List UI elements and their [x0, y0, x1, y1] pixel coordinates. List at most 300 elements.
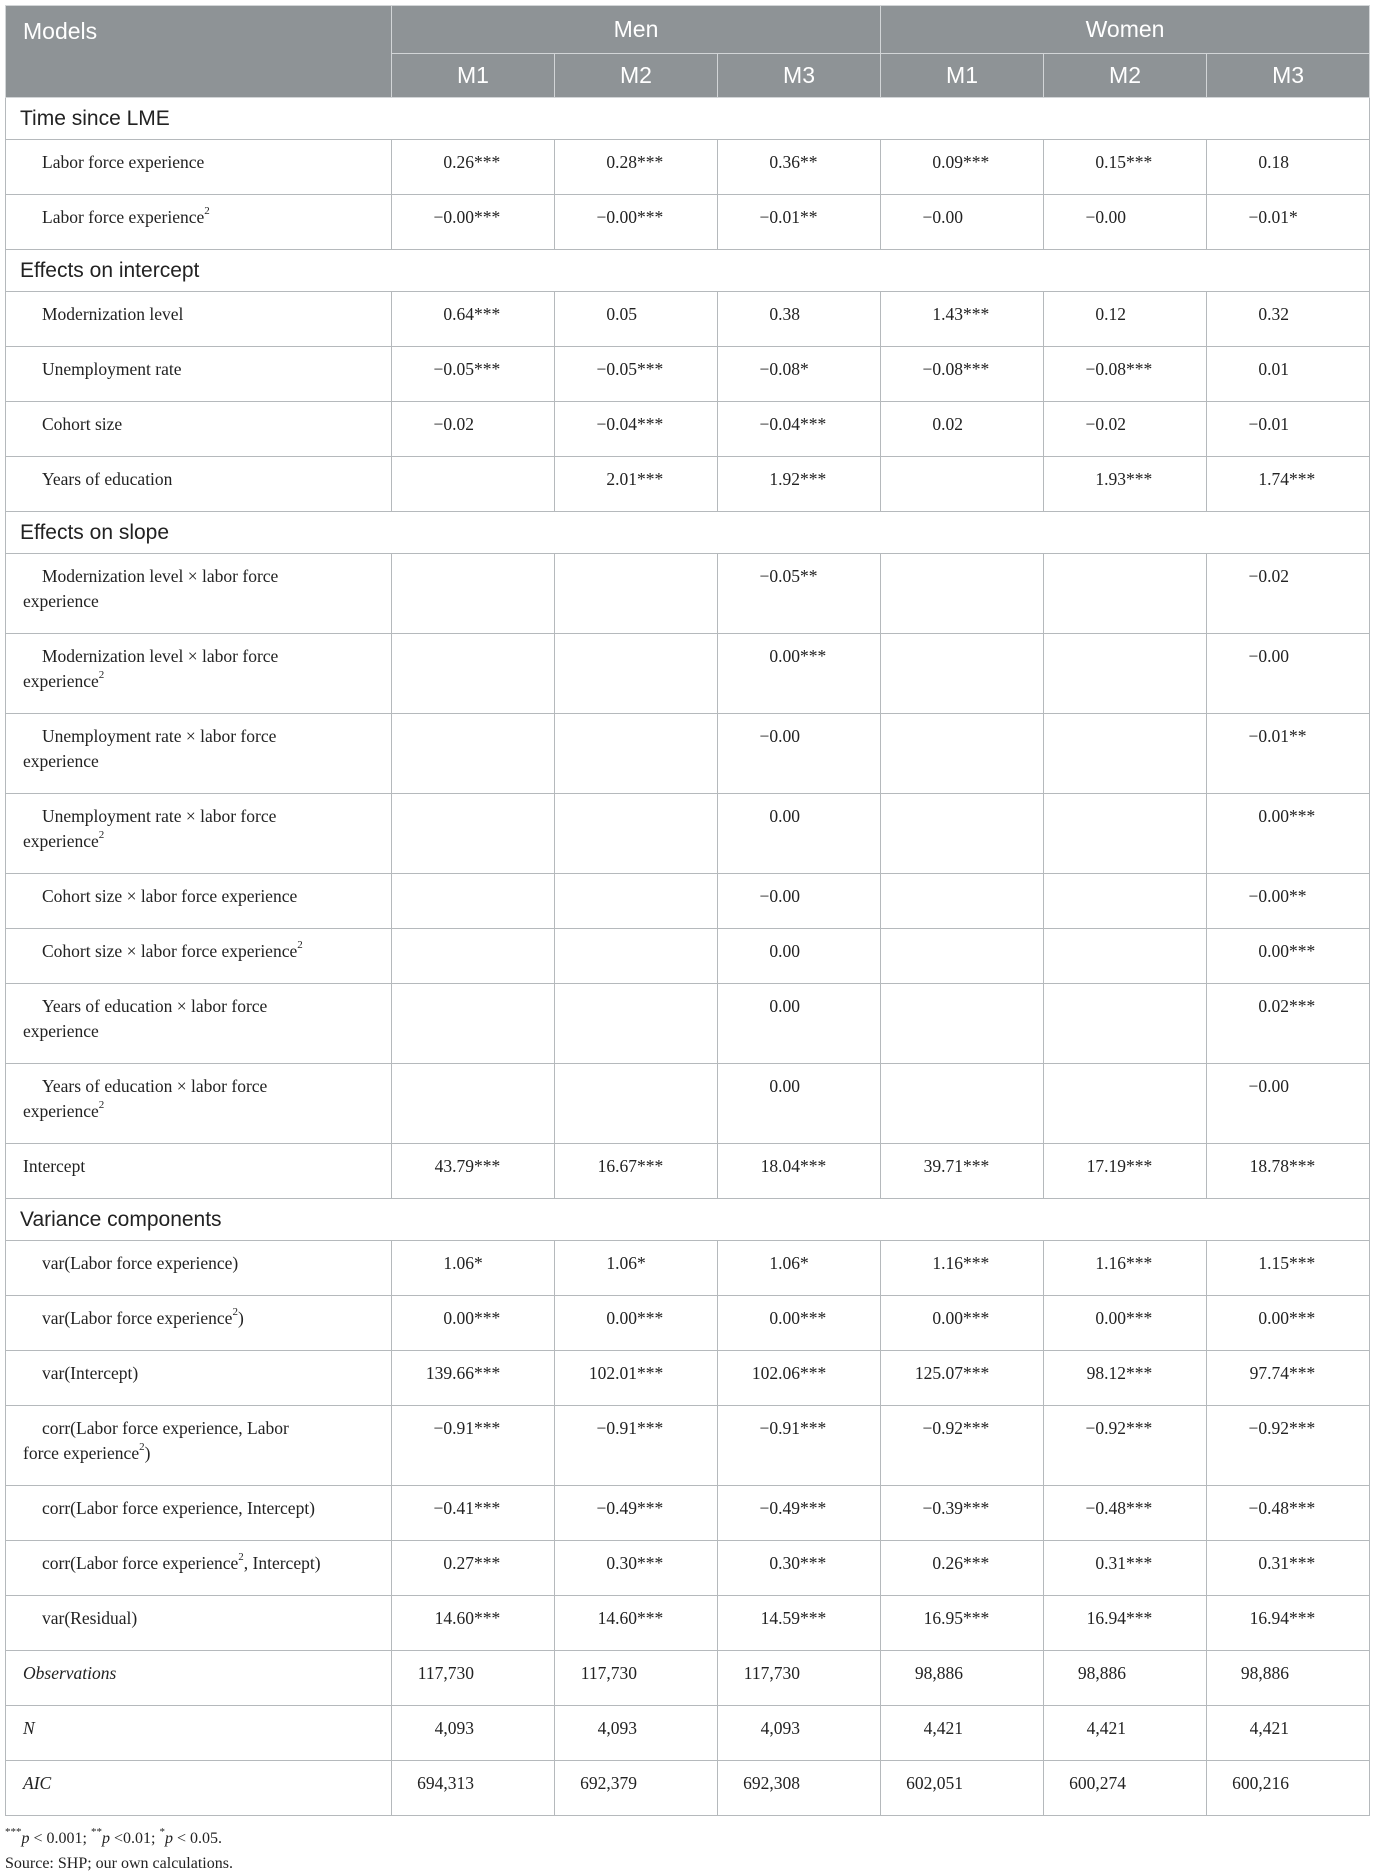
value-cell	[1207, 347, 1370, 402]
value-cell	[881, 457, 1044, 512]
significance-stars: ***	[1289, 1308, 1316, 1328]
value-cell	[555, 554, 718, 634]
row-label	[6, 1706, 392, 1761]
row-label	[6, 1406, 392, 1486]
coefficient: 4,093	[760, 1718, 800, 1738]
significance-stars: *	[800, 1253, 809, 1273]
value-cell	[555, 929, 718, 984]
significance-note: ***p < 0.001; **p <0.01; *p < 0.05.	[5, 1825, 222, 1847]
significance-stars: ***	[800, 1363, 827, 1383]
coefficient: 16.95	[923, 1608, 964, 1628]
coefficient: 4,421	[923, 1718, 964, 1738]
coefficient: 18.78	[1249, 1156, 1290, 1176]
coefficient: −0.41	[433, 1498, 474, 1518]
significance-stars: ***	[474, 1156, 501, 1176]
row-label-text: Labor force experience	[42, 207, 205, 227]
significance-stars: ***	[1126, 1308, 1153, 1328]
value-cell	[1044, 1596, 1207, 1651]
coefficient: 1.06	[769, 1253, 800, 1273]
value-cell	[1207, 195, 1370, 250]
value-cell	[881, 1351, 1044, 1406]
significance-stars: ***	[1289, 1553, 1316, 1573]
significance-stars: ***	[1289, 941, 1316, 961]
row-label	[6, 347, 392, 402]
coefficient: 102.01	[588, 1363, 637, 1383]
value-cell	[555, 1651, 718, 1706]
section-header-row	[6, 98, 1370, 140]
significance-stars: ***	[637, 207, 664, 227]
coefficient: −0.05	[759, 566, 800, 586]
significance-stars: ***	[1126, 1156, 1153, 1176]
value-cell	[392, 1296, 555, 1351]
value-cell	[718, 1241, 881, 1296]
value-cell	[555, 634, 718, 714]
coefficient: −0.04	[759, 414, 800, 434]
coefficient: 0.00	[769, 996, 800, 1016]
row-label	[6, 1241, 392, 1296]
significance-stars: ***	[963, 304, 990, 324]
significance-stars: ***	[1289, 1253, 1316, 1273]
coefficient: 0.00	[769, 1308, 800, 1328]
value-cell	[718, 1596, 881, 1651]
value-cell	[1044, 195, 1207, 250]
coefficient: 117,730	[743, 1663, 800, 1683]
row-label-text: Unemployment rate × labor force	[42, 726, 277, 746]
significance-stars: ***	[800, 1608, 827, 1628]
significance-stars: *	[474, 1253, 483, 1273]
significance-stars: **	[800, 207, 818, 227]
value-cell	[392, 1541, 555, 1596]
value-cell	[555, 1241, 718, 1296]
value-cell	[881, 1596, 1044, 1651]
significance-stars: ***	[1126, 359, 1153, 379]
table-row	[6, 347, 1370, 402]
value-cell	[392, 714, 555, 794]
regression-table	[5, 5, 1370, 1816]
table-row	[6, 794, 1370, 874]
significance-stars: *	[637, 1253, 646, 1273]
significance-stars: ***	[474, 1363, 501, 1383]
row-label	[6, 1541, 392, 1596]
coefficient: 4,093	[434, 1718, 474, 1738]
row-label-suffix: )	[144, 1443, 151, 1463]
value-cell	[718, 457, 881, 512]
significance-stars: *	[1289, 207, 1298, 227]
row-label	[6, 714, 392, 794]
significance-stars: ***	[1126, 1608, 1153, 1628]
coefficient: 1.15	[1258, 1253, 1290, 1273]
row-label-text: var(Intercept)	[42, 1363, 139, 1383]
table-row	[6, 929, 1370, 984]
coefficient: 98,886	[1240, 1663, 1290, 1683]
value-cell	[718, 195, 881, 250]
value-cell	[1207, 929, 1370, 984]
value-cell	[718, 634, 881, 714]
coefficient: 0.00	[606, 1308, 637, 1328]
coefficient: 0.31	[1258, 1553, 1290, 1573]
value-cell	[392, 1761, 555, 1816]
source-note: Source: SHP; our own calculations.	[5, 1855, 233, 1872]
value-cell	[881, 1241, 1044, 1296]
significance-stars: ***	[637, 1363, 664, 1383]
row-label-text: Cohort size × labor force experience	[42, 886, 298, 906]
section-title: Effects on intercept	[6, 250, 1370, 292]
value-cell	[1207, 1596, 1370, 1651]
value-cell	[1207, 554, 1370, 634]
table-row	[6, 1596, 1370, 1651]
superscript: 2	[204, 205, 210, 218]
value-cell	[555, 292, 718, 347]
row-label	[6, 1651, 392, 1706]
significance-stars: ***	[1289, 806, 1316, 826]
row-label-text: Years of education × labor force	[42, 996, 268, 1016]
table-notes	[5, 1826, 1369, 1876]
significance-stars: ***	[637, 1608, 664, 1628]
value-cell	[1207, 1706, 1370, 1761]
significance-stars: ***	[1126, 1418, 1153, 1438]
significance-stars: ***	[637, 1156, 664, 1176]
table-row	[6, 1651, 1370, 1706]
coefficient: 0.36	[769, 152, 800, 172]
row-label	[6, 634, 392, 714]
value-cell	[1207, 457, 1370, 512]
table-body	[6, 98, 1370, 1816]
coefficient: 1.16	[1095, 1253, 1127, 1273]
significance-stars: ***	[800, 1418, 827, 1438]
significance-stars: ***	[637, 152, 664, 172]
value-cell	[881, 874, 1044, 929]
coefficient: 0.00	[769, 1076, 800, 1096]
coefficient: 43.79	[434, 1156, 474, 1176]
row-label-continuation: force experience	[23, 1443, 140, 1463]
value-cell	[718, 1486, 881, 1541]
coefficient: 0.00	[1095, 1308, 1127, 1328]
coefficient: −0.04	[596, 414, 637, 434]
value-cell	[1207, 984, 1370, 1064]
coefficient: 139.66	[425, 1363, 474, 1383]
significance-stars: ***	[963, 1553, 990, 1573]
value-cell	[718, 984, 881, 1064]
coefficient: 0.28	[606, 152, 637, 172]
value-cell	[1044, 1144, 1207, 1199]
value-cell	[392, 140, 555, 195]
coefficient: 102.06	[751, 1363, 800, 1383]
value-cell	[1207, 140, 1370, 195]
value-cell	[555, 195, 718, 250]
coefficient: 4,421	[1249, 1718, 1290, 1738]
superscript: 2	[297, 939, 303, 952]
value-cell	[1207, 1406, 1370, 1486]
table-row	[6, 457, 1370, 512]
coefficient: 0.30	[606, 1553, 637, 1573]
row-label-text: Modernization level	[42, 304, 184, 324]
superscript: 2	[98, 1099, 105, 1112]
row-label-text: corr(Labor force experience, Labor	[42, 1418, 289, 1438]
value-cell	[555, 714, 718, 794]
coefficient: 0.02	[932, 414, 964, 434]
value-cell	[392, 794, 555, 874]
row-label	[6, 292, 392, 347]
coefficient: 16.94	[1249, 1608, 1290, 1628]
value-cell	[555, 794, 718, 874]
value-cell	[881, 347, 1044, 402]
significance-stars: ***	[1126, 152, 1153, 172]
value-cell	[1044, 1351, 1207, 1406]
significance-stars: ***	[474, 1553, 501, 1573]
coefficient: 0.27	[443, 1553, 474, 1573]
section-header-row	[6, 512, 1370, 554]
superscript: 2	[98, 829, 105, 842]
coefficient: 98,886	[914, 1663, 964, 1683]
value-cell	[718, 1351, 881, 1406]
value-cell	[718, 1296, 881, 1351]
superscript: 2	[238, 1551, 244, 1564]
coefficient: −0.01	[759, 207, 800, 227]
model-header: M1	[392, 54, 555, 98]
row-label-text: var(Residual)	[42, 1608, 138, 1628]
value-cell	[1044, 347, 1207, 402]
significance-stars: ***	[963, 1363, 990, 1383]
value-cell	[718, 1406, 881, 1486]
row-label-text: var(Labor force experience)	[42, 1253, 239, 1273]
coefficient: −0.00	[759, 726, 800, 746]
section-title: Variance components	[6, 1199, 1370, 1241]
coefficient: 1.92	[769, 469, 800, 489]
coefficient: −0.02	[1085, 414, 1127, 434]
coefficient: 18.04	[760, 1156, 800, 1176]
value-cell	[718, 140, 881, 195]
value-cell	[881, 1296, 1044, 1351]
significance-stars: ***	[474, 1498, 501, 1518]
coefficient: −0.91	[596, 1418, 637, 1438]
value-cell	[392, 1651, 555, 1706]
significance-stars: ***	[1289, 1418, 1316, 1438]
row-label-continuation: experience	[23, 1021, 99, 1041]
table-row	[6, 874, 1370, 929]
coefficient: −0.00	[1248, 1076, 1290, 1096]
value-cell	[392, 554, 555, 634]
coefficient: 98,886	[1077, 1663, 1127, 1683]
value-cell	[1207, 1541, 1370, 1596]
value-cell	[881, 1486, 1044, 1541]
significance-stars: ***	[963, 1308, 990, 1328]
coefficient: 16.67	[597, 1156, 637, 1176]
value-cell	[1044, 402, 1207, 457]
value-cell	[1044, 1296, 1207, 1351]
row-label	[6, 457, 392, 512]
coefficient: −0.92	[1085, 1418, 1127, 1438]
table-row	[6, 1351, 1370, 1406]
value-cell	[1044, 714, 1207, 794]
coefficient: 14.60	[597, 1608, 637, 1628]
table-row	[6, 1064, 1370, 1144]
significance-stars: ***	[637, 1553, 664, 1573]
value-cell	[392, 1706, 555, 1761]
value-cell	[555, 1541, 718, 1596]
significance-stars: **	[800, 152, 818, 172]
row-label	[6, 140, 392, 195]
coefficient: −0.91	[433, 1418, 474, 1438]
row-label	[6, 794, 392, 874]
coefficient: −0.00	[1248, 646, 1290, 666]
row-label-text: Modernization level × labor force	[42, 566, 279, 586]
value-cell	[555, 874, 718, 929]
row-label	[6, 874, 392, 929]
significance-stars: ***	[637, 1498, 664, 1518]
coefficient: −0.00	[596, 207, 637, 227]
table-row	[6, 1296, 1370, 1351]
value-cell	[718, 292, 881, 347]
coefficient: 0.01	[1258, 359, 1290, 379]
value-cell	[881, 554, 1044, 634]
row-label-text: N	[23, 1718, 35, 1738]
significance-stars: ***	[1289, 1156, 1316, 1176]
value-cell	[718, 929, 881, 984]
value-cell	[1044, 1761, 1207, 1816]
value-cell	[1207, 794, 1370, 874]
row-label	[6, 1351, 392, 1406]
value-cell	[1044, 634, 1207, 714]
table-row	[6, 714, 1370, 794]
value-cell	[1207, 1651, 1370, 1706]
significance-stars: ***	[1126, 469, 1153, 489]
coefficient: 14.59	[760, 1608, 800, 1628]
value-cell	[555, 1351, 718, 1406]
significance-stars: ***	[1289, 1363, 1316, 1383]
coefficient: −0.91	[759, 1418, 800, 1438]
coefficient: 692,308	[743, 1773, 800, 1793]
value-cell	[1044, 1064, 1207, 1144]
table-row	[6, 634, 1370, 714]
value-cell	[881, 195, 1044, 250]
row-label-text: AIC	[23, 1773, 52, 1793]
coefficient: 1.06	[443, 1253, 474, 1273]
value-cell	[1044, 554, 1207, 634]
value-cell	[881, 1761, 1044, 1816]
significance-stars: ***	[800, 646, 827, 666]
row-label-text: Modernization level × labor force	[42, 646, 279, 666]
value-cell	[555, 140, 718, 195]
coefficient: 0.00	[1258, 941, 1290, 961]
coefficient: −0.05	[433, 359, 474, 379]
value-cell	[1044, 1406, 1207, 1486]
value-cell	[392, 1064, 555, 1144]
value-cell	[718, 554, 881, 634]
coefficient: 98.12	[1086, 1363, 1127, 1383]
significance-stars: ***	[800, 1553, 827, 1573]
section-title: Time since LME	[6, 98, 1370, 140]
coefficient: 125.07	[914, 1363, 964, 1383]
coefficient: 14.60	[434, 1608, 474, 1628]
coefficient: −0.39	[922, 1498, 964, 1518]
value-cell	[1044, 457, 1207, 512]
value-cell	[555, 984, 718, 1064]
value-cell	[1207, 292, 1370, 347]
table-header	[6, 6, 1370, 98]
significance-stars: ***	[1289, 469, 1316, 489]
coefficient: −0.08	[1085, 359, 1127, 379]
significance-stars: ***	[474, 1608, 501, 1628]
value-cell	[392, 634, 555, 714]
significance-stars: ***	[637, 414, 664, 434]
value-cell	[392, 402, 555, 457]
row-label	[6, 402, 392, 457]
significance-stars: ***	[800, 1498, 827, 1518]
significance-stars: ***	[963, 1253, 990, 1273]
value-cell	[881, 140, 1044, 195]
value-cell	[1207, 1144, 1370, 1199]
coefficient: −0.00	[433, 207, 474, 227]
coefficient: 4,421	[1086, 1718, 1127, 1738]
coefficient: 0.00	[1258, 1308, 1290, 1328]
value-cell	[881, 1651, 1044, 1706]
row-label-continuation: experience	[23, 751, 99, 771]
coefficient: −0.49	[759, 1498, 800, 1518]
value-cell	[881, 1064, 1044, 1144]
value-cell	[1207, 1296, 1370, 1351]
significance-stars: **	[1289, 886, 1307, 906]
value-cell	[555, 1064, 718, 1144]
significance-stars: ***	[637, 1308, 664, 1328]
value-cell	[1207, 874, 1370, 929]
row-label	[6, 1064, 392, 1144]
coefficient: 0.00	[932, 1308, 964, 1328]
significance-stars: ***	[800, 469, 827, 489]
coefficient: 0.15	[1095, 152, 1127, 172]
row-label-text: Labor force experience	[42, 152, 205, 172]
coefficient: 0.31	[1095, 1553, 1127, 1573]
coefficient: 117,730	[417, 1663, 474, 1683]
table-row	[6, 1241, 1370, 1296]
value-cell	[392, 457, 555, 512]
significance-stars: ***	[1126, 1498, 1153, 1518]
significance-stars: ***	[637, 1418, 664, 1438]
value-cell	[881, 1144, 1044, 1199]
model-header: M1	[881, 54, 1044, 98]
coefficient: 600,216	[1232, 1773, 1290, 1793]
coefficient: −0.00	[922, 207, 964, 227]
table-row	[6, 402, 1370, 457]
coefficient: −0.02	[1248, 566, 1290, 586]
significance-stars: ***	[474, 207, 501, 227]
superscript: 2	[232, 1306, 238, 1319]
coefficient: −0.00	[1085, 207, 1127, 227]
coefficient: 0.00	[1258, 806, 1290, 826]
significance-stars: ***	[1289, 996, 1316, 1016]
superscript: 2	[98, 669, 105, 682]
value-cell	[1207, 634, 1370, 714]
coefficient: 1.74	[1258, 469, 1290, 489]
significance-stars: ***	[474, 304, 501, 324]
value-cell	[555, 1761, 718, 1816]
significance-stars: ***	[1289, 1608, 1316, 1628]
men-group-header: Men	[392, 6, 881, 54]
value-cell	[392, 874, 555, 929]
table-row	[6, 1486, 1370, 1541]
row-label	[6, 929, 392, 984]
value-cell	[1044, 794, 1207, 874]
row-label	[6, 1761, 392, 1816]
row-label-text: Years of education	[42, 469, 173, 489]
value-cell	[718, 794, 881, 874]
coefficient: −0.05	[596, 359, 637, 379]
coefficient: 2.01	[606, 469, 637, 489]
value-cell	[392, 1486, 555, 1541]
value-cell	[392, 984, 555, 1064]
coefficient: 0.38	[769, 304, 800, 324]
value-cell	[392, 1241, 555, 1296]
coefficient: 117,730	[580, 1663, 637, 1683]
